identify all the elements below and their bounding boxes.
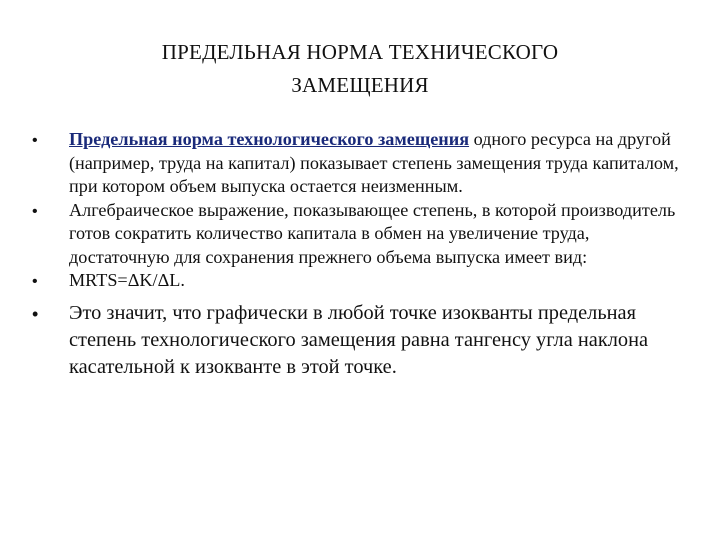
- bullet-icon: •: [32, 273, 38, 290]
- title-line-1: ПРЕДЕЛЬНАЯ НОРМА ТЕХНИЧЕСКОГО: [161, 40, 559, 64]
- definition-text: одного ресурса на другой (например, труда на капитал) показывает степень замещения труда капиталом, при котором объем выпуска остается неизменным.: [69, 129, 679, 196]
- bullet-icon: •: [32, 132, 38, 149]
- formula-text: MRTS=ΔK/ΔL.: [69, 270, 185, 290]
- bullet-item-formula: [30, 269, 690, 293]
- bullet-item-algebraic-expression: [30, 199, 690, 270]
- bullet-list: [30, 128, 690, 381]
- bullet-item-definition: [30, 128, 690, 199]
- definition-term: Предельная норма технологического замещения: [69, 129, 470, 149]
- slide-title: [60, 36, 660, 102]
- graphical-meaning-text: Это значит, что графически в любой точке изокванты предельная степень технологического замещения равна тангенсу угла наклона касательной к изокванте в этой точке.: [69, 301, 649, 378]
- algebraic-expression-text: Алгебраическое выражение, показывающее степень, в которой производитель готов сократить количество капитала в обмен на увеличение труда, достаточную для сохранения прежнего объема выпуска имеет вид:: [69, 199, 676, 267]
- bullet-item-graphical-meaning: [30, 300, 690, 381]
- bullet-icon: •: [32, 303, 39, 324]
- bullet-icon: •: [32, 202, 38, 220]
- title-line-2: ЗАМЕЩЕНИЯ: [291, 73, 429, 97]
